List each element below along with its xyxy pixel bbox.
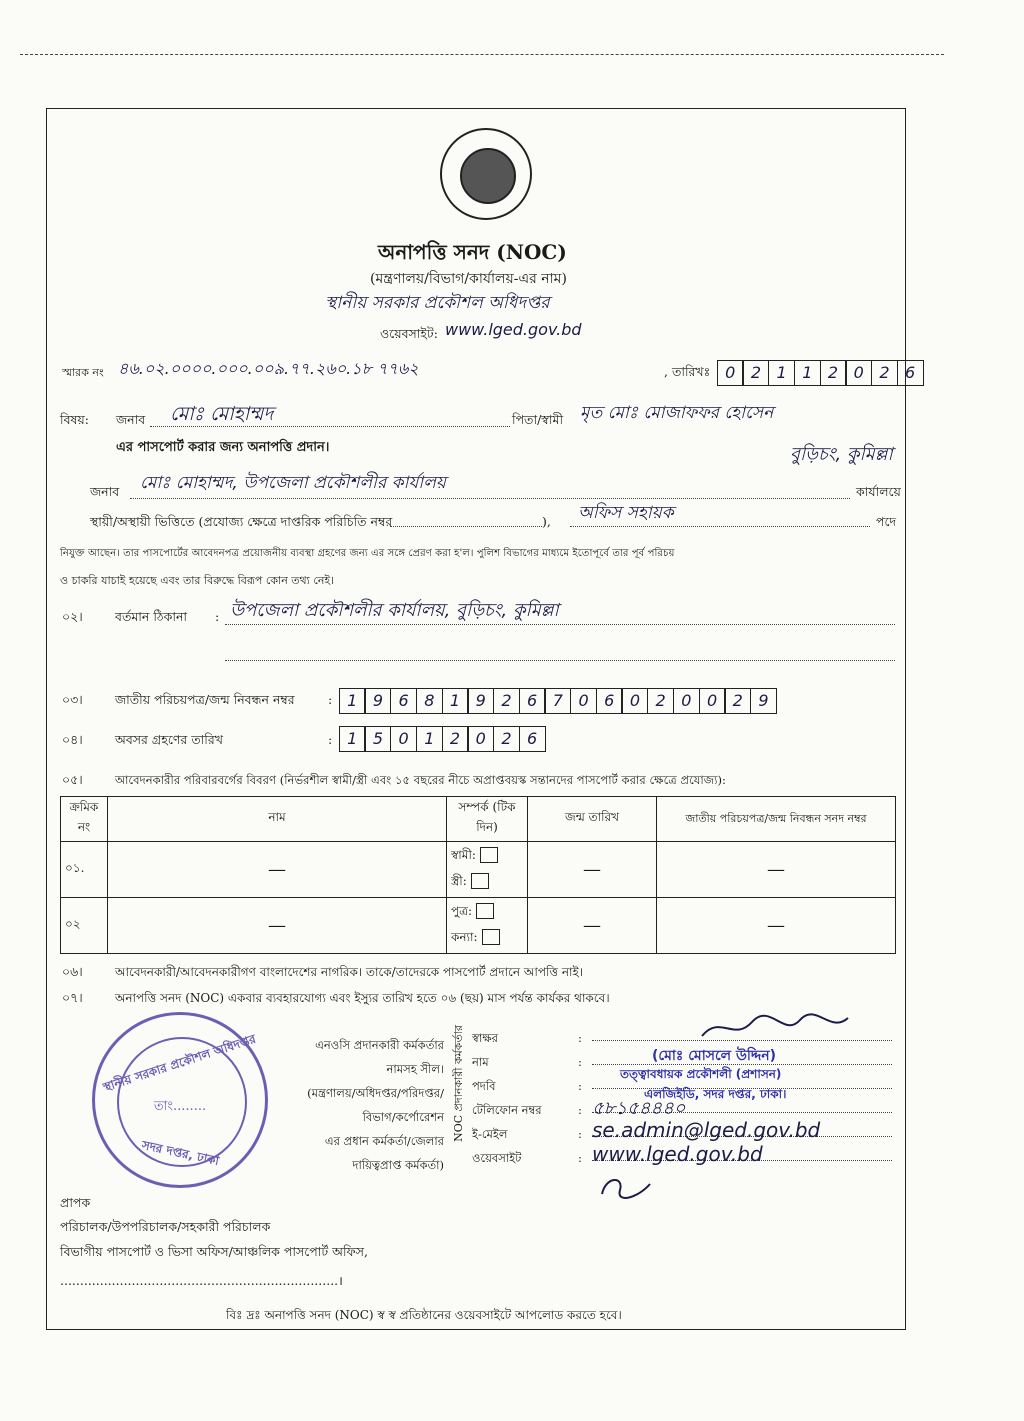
relation-wife: স্ত্রী: bbox=[451, 873, 467, 888]
table-row bbox=[61, 842, 896, 898]
top-dashed-rule bbox=[20, 54, 944, 55]
item-5-num: ০৫। bbox=[62, 772, 83, 787]
row-num: ০১. bbox=[61, 842, 108, 898]
nid-digit: 0 bbox=[570, 688, 597, 714]
nid-digit: 0 bbox=[699, 688, 726, 714]
item-3-label: জাতীয় পরিচয়পত্র/জন্ম নিবন্ধন নম্বর bbox=[115, 692, 295, 707]
issuer-line: নামসহ সীল। bbox=[386, 1062, 444, 1076]
relation-son: পুত্র: bbox=[451, 903, 473, 918]
retire-digit: 5 bbox=[364, 726, 391, 752]
nid-digit: 9 bbox=[467, 688, 494, 714]
field-signature: স্বাক্ষর bbox=[472, 1031, 498, 1045]
p2-pade: পদে bbox=[876, 514, 897, 529]
item-3-num: ০৩। bbox=[62, 692, 83, 707]
website-value: www.lged.gov.bd bbox=[445, 320, 582, 339]
subject-line-2: এর পাসপোর্ট করার জন্য অনাপত্তি প্রদান। bbox=[116, 440, 330, 455]
issuer-line: দায়িত্বপ্রাপ্ত কর্মকর্তা) bbox=[352, 1158, 444, 1172]
recipient-label: প্রাপক bbox=[60, 1195, 91, 1210]
issuer-line: এর প্রধান কর্মকর্তা/জেলার bbox=[324, 1134, 444, 1148]
header-dob: জন্ম তারিখ bbox=[528, 797, 657, 842]
field-name: নাম bbox=[472, 1055, 489, 1069]
officer-title: তত্ত্বাবধায়ক প্রকৌশলী (প্রশাসন) bbox=[620, 1067, 782, 1081]
ref-label: স্মারক নং bbox=[62, 366, 104, 379]
item-2-num: ০২। bbox=[62, 609, 83, 624]
date-label: , তারিখঃ bbox=[664, 364, 711, 379]
row-nid: — bbox=[657, 842, 896, 898]
retire-digit: 6 bbox=[519, 726, 546, 752]
nid-boxes bbox=[340, 688, 777, 714]
signature-icon bbox=[700, 1012, 850, 1048]
family-table bbox=[60, 796, 896, 954]
retire-digit: 2 bbox=[493, 726, 520, 752]
nid-digit: 1 bbox=[442, 688, 469, 714]
recipient-line-2: বিভাগীয় পাসপোর্ট ও ভিসা অফিস/আঞ্চলিক পাসপোর্ট অফিস, bbox=[60, 1244, 368, 1259]
recipient-line-1: পরিচালক/উপপরিচালক/সহকারী পরিচালক bbox=[60, 1219, 271, 1234]
p2-hand: অফিস সহায়ক bbox=[578, 503, 674, 523]
date-digit: 0 bbox=[845, 360, 872, 386]
date-digit: 2 bbox=[742, 360, 769, 386]
field-website: ওয়েবসাইট bbox=[472, 1151, 522, 1165]
row-name: — bbox=[108, 898, 447, 954]
nid-digit: 2 bbox=[493, 688, 520, 714]
header-relation: সম্পর্ক (টিক দিন) bbox=[447, 797, 528, 842]
p1-hand: মোঃ মোহাম্মদ, উপজেলা প্রকৌশলীর কার্যালয় bbox=[140, 473, 446, 493]
header-serial: ক্রমিক নং bbox=[61, 797, 108, 842]
nid-digit: 1 bbox=[339, 688, 366, 714]
item-6-text: আবেদনকারী/আবেদনকারীগণ বাংলাদেশের নাগরিক। তাকে/তাদেরকে পাসপোর্ট প্রদানে আপত্তি নাই। bbox=[115, 965, 584, 979]
nid-digit: 6 bbox=[519, 688, 546, 714]
retire-digit: 1 bbox=[416, 726, 443, 752]
father-name: মৃত মোঃ মোজাফফর হোসেন bbox=[580, 403, 774, 423]
footer-note: বিঃ দ্রঃ অনাপত্তি সনদ (NOC) স্ব স্ব প্রতিষ্ঠানের ওয়েবসাইটে আপলোড করতে হবে। bbox=[226, 1308, 622, 1322]
relation-husband: স্বামী: bbox=[451, 847, 476, 862]
row-relation bbox=[447, 898, 528, 954]
date-digit: 2 bbox=[820, 360, 847, 386]
nid-digit: 6 bbox=[390, 688, 417, 714]
signature-fields bbox=[472, 1026, 542, 1170]
item-4-num: ০৪। bbox=[62, 732, 83, 747]
web-hand: www.lged.gov.bd bbox=[592, 1142, 763, 1166]
p1-janab: জনাব bbox=[90, 484, 120, 499]
issuer-block bbox=[274, 1033, 444, 1177]
retirement-boxes bbox=[340, 726, 546, 752]
row-nid: — bbox=[657, 898, 896, 954]
location-hand: বুড়িচং, কুমিল্লা bbox=[790, 444, 893, 465]
subject-label: বিষয়: bbox=[60, 412, 90, 427]
nid-digit: 7 bbox=[544, 688, 571, 714]
p3-line2: ও চাকরি যাচাই হয়েছে এবং তার বিরুদ্ধে বিরূপ কোন তথ্য নেই। bbox=[60, 574, 335, 587]
website-label: ওয়েবসাইট: bbox=[380, 326, 438, 341]
row-num: ০২ bbox=[61, 898, 108, 954]
recipient-line-3: ......................................................................। bbox=[60, 1273, 343, 1288]
row-dob: — bbox=[528, 898, 657, 954]
p1-office: কার্যালয়ে bbox=[856, 484, 901, 499]
issuer-line: বিভাগ/কর্পোরেশন bbox=[362, 1110, 444, 1124]
row-relation bbox=[447, 842, 528, 898]
checkbox-son[interactable] bbox=[476, 903, 494, 919]
janab-label: জনাব bbox=[116, 412, 146, 427]
nid-digit: 2 bbox=[724, 688, 751, 714]
row-name: — bbox=[108, 842, 447, 898]
nid-digit: 9 bbox=[364, 688, 391, 714]
nid-digit: 0 bbox=[621, 688, 648, 714]
nid-digit: 0 bbox=[673, 688, 700, 714]
office-stamp-icon: স্থানীয় সরকার প্রকৌশল অধিদপ্তর তাং........ সদর দপ্তর, ঢাকা bbox=[92, 1012, 268, 1188]
checkbox-wife[interactable] bbox=[471, 873, 489, 889]
date-digit: 6 bbox=[897, 360, 924, 386]
item-5-text: আবেদনকারীর পরিবারবর্গের বিবরণ (নির্ভরশীল স্বামী/স্ত্রী এবং ১৫ বছরের নীচে অপ্রাপ্তবয়স্ক সন্তানদের পাসপোর্ট করার ক্ষেত্রে প্রযোজ্য): bbox=[115, 773, 726, 787]
issuer-line: (মন্ত্রণালয়/অধিদপ্তর/পরিদপ্তর/ bbox=[307, 1086, 444, 1100]
field-phone: টেলিফোন নম্বর bbox=[472, 1103, 542, 1117]
date-digit: 0 bbox=[717, 360, 744, 386]
current-address: উপজেলা প্রকৌশলীর কার্যালয়, বুড়িচং, কুমিল্লা bbox=[230, 600, 559, 621]
ref-value: ৪৬.০২.০০০০.০০০.০০৯.৭৭.২৬০.১৮ ৭৭৬২ bbox=[118, 359, 419, 378]
issuer-line: এনওসি প্রদানকারী কর্মকর্তার bbox=[315, 1038, 444, 1052]
checkbox-daughter[interactable] bbox=[482, 929, 500, 945]
nid-digit: 8 bbox=[416, 688, 443, 714]
relation-daughter: কন্যা: bbox=[451, 929, 478, 944]
document-subtitle: (মন্ত্রণালয়/বিভাগ/কার্যালয়-এর নাম) bbox=[370, 271, 567, 287]
p3-line1: নিযুক্ত আছেন। তার পাসপোর্টের আবেদনপত্র প্রয়োজনীয় ব্যবস্থা গ্রহণের জন্য এর সঙ্গে প্রেরণ করা হ'ল। পুলিশ বিভাগের মাধ্যমে ইতোপূর্বে তার পূর্ব পরিচয় bbox=[60, 548, 675, 559]
item-2-label: বর্তমান ঠিকানা bbox=[115, 609, 188, 624]
p2-close: ), bbox=[542, 514, 551, 529]
nid-digit: 6 bbox=[596, 688, 623, 714]
header-name: নাম bbox=[108, 797, 447, 842]
nid-digit: 9 bbox=[750, 688, 777, 714]
officer-name: (মোঃ মোসলে উদ্দিন) bbox=[652, 1048, 776, 1064]
retire-digit: 1 bbox=[339, 726, 366, 752]
date-digit: 1 bbox=[768, 360, 795, 386]
phone-hand: ৫৮১৫৪৪৪০ bbox=[592, 1098, 686, 1119]
item-4-label: অবসর গ্রহণের তারিখ bbox=[115, 732, 223, 747]
officer-office: এলজিইডি, সদর দপ্তর, ঢাকা। bbox=[644, 1087, 787, 1101]
document-title: অনাপত্তি সনদ (NOC) bbox=[378, 240, 567, 264]
nid-digit: 2 bbox=[647, 688, 674, 714]
retire-digit: 0 bbox=[467, 726, 494, 752]
p2-text: স্থায়ী/অস্থায়ী ভিত্তিতে (প্রযোজ্য ক্ষেত্রে দাপ্তরিক পরিচিতি নম্বর bbox=[90, 514, 393, 529]
item-7-num: ০৭। bbox=[62, 990, 83, 1005]
date-digit: 2 bbox=[871, 360, 898, 386]
initials-icon bbox=[598, 1172, 654, 1206]
date-boxes bbox=[718, 360, 924, 386]
retire-digit: 0 bbox=[390, 726, 417, 752]
field-designation: পদবি bbox=[472, 1079, 496, 1093]
applicant-name: মোঃ মোহাম্মদ bbox=[170, 403, 274, 425]
date-digit: 1 bbox=[794, 360, 821, 386]
table-row bbox=[61, 898, 896, 954]
email-hand: se.admin@lged.gov.bd bbox=[592, 1118, 821, 1142]
father-label: পিতা/স্বামী bbox=[512, 412, 564, 427]
office-name: স্থানীয় সরকার প্রকৌশল অধিদপ্তর bbox=[325, 293, 550, 313]
header-nid: জাতীয় পরিচয়পত্র/জন্ম নিবন্ধন সনদ নম্বর bbox=[657, 797, 896, 842]
checkbox-husband[interactable] bbox=[480, 847, 498, 863]
item-6-num: ০৬। bbox=[62, 964, 83, 979]
vertical-label: NOC প্রদানকারী কর্মকর্তার bbox=[452, 1025, 465, 1142]
field-email: ই-মেইল bbox=[472, 1127, 508, 1141]
item-7-text: অনাপত্তি সনদ (NOC) একবার ব্যবহারযোগ্য এবং ইস্যুর তারিখ হতে ০৬ (ছয়) মাস পর্যন্ত কার্যকর থাকবে। bbox=[115, 991, 610, 1005]
government-seal-icon bbox=[440, 128, 532, 220]
retire-digit: 2 bbox=[442, 726, 469, 752]
row-dob: — bbox=[528, 842, 657, 898]
